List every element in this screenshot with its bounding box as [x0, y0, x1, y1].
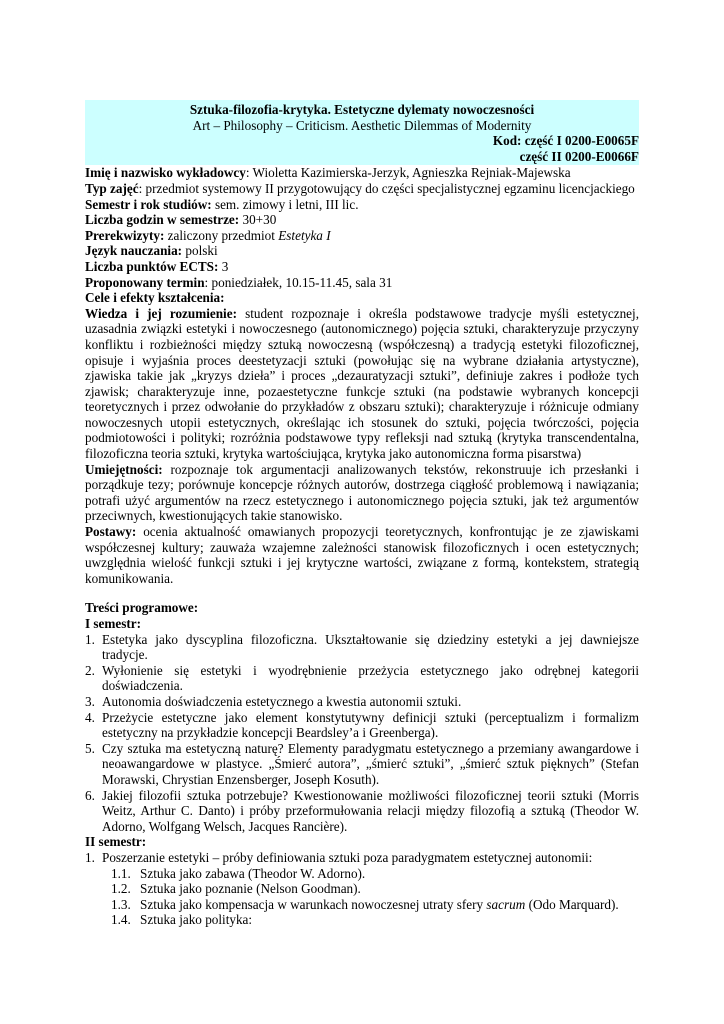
list-item: 3. Autonomia doświadczenia estetycznego a kwestia autonomii sztuki. [85, 693, 462, 709]
term-line: Proponowany termin: poniedziałek, 10.15-11.45, sala 31 [85, 274, 393, 290]
title-english: Art – Philosophy – Criticism. Aesthetic Dilemmas of Modernity [192, 117, 532, 133]
sub-list-item: 1.3. Sztuka jako kompensacja w warunkach nowoczesnej utraty sfery sacrum (Odo Marquard). [111, 896, 619, 912]
lecturer-line: Imię i nazwisko wykładowcy: Wioletta Kazimierska-Jerzyk, Agnieszka Rejniak-Majewska [85, 165, 571, 181]
skills-paragraph: Umiejętności: rozpoznaje tok argumentacji analizowanych tekstów, rekonstruuje ich przesłanki i porządkuje tezy; porównuje koncepcje różnych autorów, dostrzega ciągłość problemową i nawiązania; potrafi użyć argumentów na rzecz estetycznego i autonomicznego pojęcia sztuki, jak też argumentów przeciwnych, kwestionujących takie stanowisko. [85, 461, 639, 524]
sub-list-item: 1.1. Sztuka jako zabawa (Theodor W. Adorno). [111, 865, 366, 881]
list-item: 1. Poszerzanie estetyki – próby definiowania sztuki poza paradygmatem estetycznej autonomii: [85, 849, 593, 865]
language-line: Język nauczania: polski [85, 243, 218, 259]
semester-1-heading: I semestr: [85, 616, 142, 631]
type-line: Typ zajęć: przedmiot systemowy II przygotowujący do części specjalistycznej egzaminu licencjackiego [85, 180, 635, 196]
course-code-1: Kod: część I 0200-E0065F [492, 133, 639, 149]
semester-2-list [85, 850, 639, 866]
course-header [85, 100, 639, 165]
ects-line: Liczba punktów ECTS: 3 [85, 258, 229, 274]
hours-line: Liczba godzin w semestrze: 30+30 [85, 212, 277, 228]
list-item: 2. Wyłonienie się estetyki i wyodrębnienie przeżycia estetycznego jako odrębnej kategorii doświadczenia. [85, 662, 639, 694]
course-code-2: część II 0200-E0066F [519, 148, 639, 164]
knowledge-paragraph: Wiedza i jej rozumienie: student rozpoznaje i określa podstawowe tradycje myśli estetycznej, uzasadnia związki estetyki i nowoczesnego (autonomicznego) pojęcia sztuki, charakteryzuje przyczyny konfliktu i rozbieżności między sztuką nowoczesną (współczesną) a tradycją estetyki filozoficznej, opisuje i wyjaśnia proces deestetyzacji sztuki (powołując się na wybrane działania artystyczne), zjawiska takie jak „kryzys dzieła” i proces „dezauratyzacji sztuki”, definiuje zakres i podłoże tych zjawisk; charakteryzuje inne, pozaestetyczne funkcje sztuki (na podstawie wybranych koncepcji teoretycznych i przez odwołanie do przykładów z obszaru sztuki); charakteryzuje i różnicuje odmiany nowoczesnych utopii estetycznych, określając ich stosunek do sztuki, pojęcia twórczości, pojęcia podmiotowości i polityki; rozróżnia podstawowe typy refleksji nad sztuką (krytyka transcendentalna, filozoficzna teoria sztuki, krytyka wartościująca, krytyka jako autonomiczna forma pisarstwa) [85, 305, 639, 462]
semester-1-list [85, 632, 639, 835]
prereq-line: Prerekwizyty: zaliczony przedmiot Estetyka I [85, 227, 331, 243]
title-polish: Sztuka-filozofia-krytyka. Estetyczne dylematy nowoczesności [189, 102, 535, 117]
goals-heading: Cele i efekty kształcenia: [85, 290, 225, 306]
sub-list-item: 1.2. Sztuka jako poznanie (Nelson Goodman). [111, 881, 361, 897]
attitudes-paragraph: Postawy: ocenia aktualność omawianych propozycji teoretycznych, konfrontując je ze zjawiskami współczesnej kultury; zauważa wzajemne zależności stanowisk filozoficznych i ocen estetycznych; uwzględnia wielość funkcji sztuki i jej krytyczne wartości, związane z formą, kontekstem, strategią komunikowania. [85, 524, 639, 586]
program-heading: Treści programowe: [85, 600, 199, 616]
list-item: 1. Estetyka jako dyscyplina filozoficzna. Ukształtowanie się dziedziny estetyki a jej dawniejsze tradycje. [85, 631, 639, 663]
list-item: 6. Jakiej filozofii sztuka potrzebuje? Kwestionowanie możliwości filozoficznej teorii sztuki (Morris Weitz, Arthur C. Danto) i próby przeformułowania relacji między filozofią a sztuką (Theodor W. Adorno, Wolfgang Welsch, Jacques Rancière). [85, 787, 639, 834]
list-item: 4. Przeżycie estetyczne jako element konstytutywny definicji sztuki (perceptualizm i formalizm estetyczny na przykładzie koncepcji Beardsley’a i Greenberga). [85, 709, 639, 741]
list-item: 5. Czy sztuka ma estetyczną naturę? Elementy paradygmatu estetycznego a przemiany awangardowe i neoawangardowe w plastyce. „Śmierć autora”, „śmierć sztuki”, „śmierć sztuk pięknych” (Stefan Morawski, Chrystian Enzensberger, Joseph Kosuth). [85, 740, 639, 787]
sub-list-item: 1.4. Sztuka jako polityka: [111, 912, 253, 928]
semester-line: Semestr i rok studiów: sem. zimowy i letni, III lic. [85, 196, 359, 212]
document-page [85, 100, 639, 928]
semester-2-heading: II semestr: [85, 834, 147, 850]
